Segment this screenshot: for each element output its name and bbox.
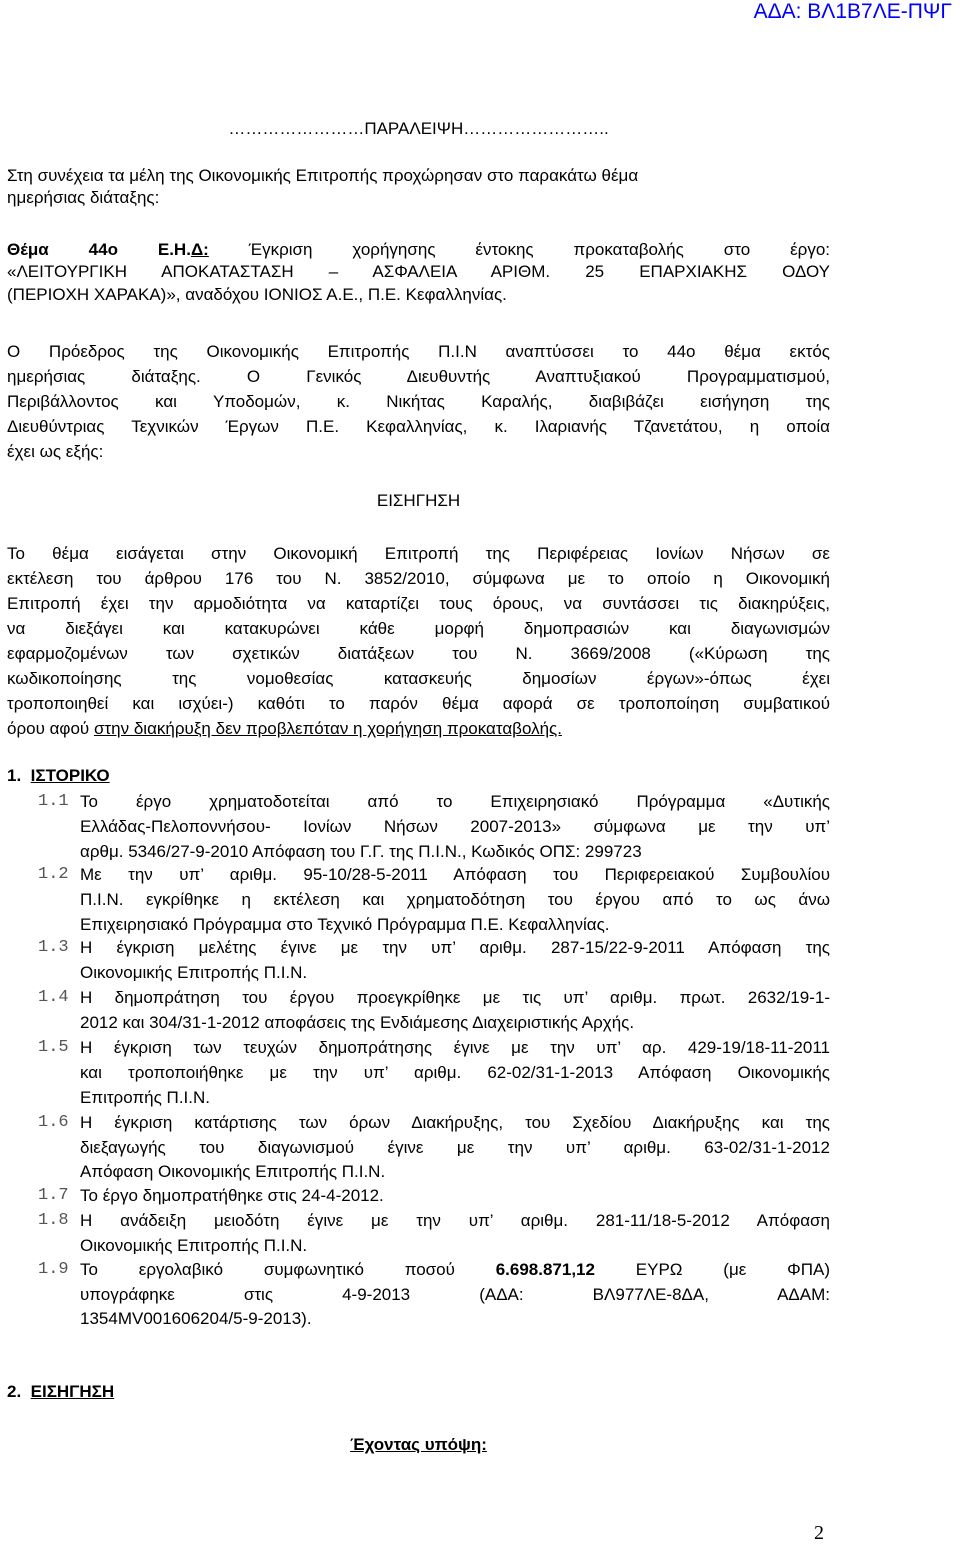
history-item-6-line-1: Η έγκριση κατάρτισης των όρων Διακήρυξης, του Σχεδίου Διακήρυξης και της [80,1113,830,1132]
history-item-2-line-2: Π.Ι.Ν. εγκρίθηκε η εκτέλεση και χρηματοδότηση του έργου από το ως άνω [80,890,830,909]
president-line-4: Διευθύντριας Τεχνικών Έργων Π.Ε. Κεφαλληνίας, κ. Ιλαριανής Τζανετάτου, η οποία [7,417,830,436]
history-item-7-line-1: Το έργο δημοπρατήθηκε στις 24-4-2012. [80,1186,384,1205]
subject-line-1 [7,239,830,261]
history-item-3-line-1: Η έγκριση μελέτης έγινε με την υπ’ αριθμ. 287-15/22-9-2011 Απόφαση της [80,938,830,957]
section-1-heading [7,765,830,787]
body-line-1: Το θέμα εισάγεται στην Οικονομική Επιτροπή της Περιφέρειας Ιονίων Νήσων σε [7,544,830,563]
body-last-underlined: στην διακήρυξη δεν προβλεπόταν η χορήγηση προκαταβολής. [93,719,562,738]
subject-line-2: «ΛΕΙΤΟΥΡΓΙΚΗ ΑΠΟΚΑΤΑΣΤΑΣΗ – ΑΣΦΑΛΕΙΑ ΑΡΙΘΜ. 25 ΕΠΑΡΧΙΑΚΗΣ ΟΔΟΥ [7,262,830,281]
history-item-2-line-3: Επιχειρησιακό Πρόγραμμα στο Τεχνικό Πρόγραμμα Π.Ε. Κεφαλληνίας. [80,915,610,934]
omission-line: ……………………ΠΑΡΑΛΕΙΨΗ…………………….. [228,119,609,138]
body-last-plain: όρου αφού [7,719,94,738]
contract-text-end: ΕΥΡΩ (με ΦΠΑ) [594,1260,830,1279]
history-item-number: 1.8 [38,1211,69,1230]
intro-line-2: ημερήσιας διάταξης: [7,188,160,207]
history-item-9-line-2: υπογράφηκε στις 4-9-2013 (ΑΔΑ: ΒΛ977ΛΕ-8ΔΑ, ΑΔΑΜ: [80,1285,830,1304]
section-1-number: 1. [7,766,22,785]
subject-lead: Θέμα 44ο Ε.Η. [7,240,191,259]
history-item-1-line-3: αρθμ. 5346/27-9-2010 Απόφαση του Γ.Γ. της Π.Ι.Ν., Κωδικός ΟΠΣ: 299723 [80,842,642,861]
president-line-5: έχει ως εξής: [7,442,104,461]
history-item-1-line-1: Το έργο χρηματοδοτείται από το Επιχειρησιακό Πρόγραμμα «Δυτικής [80,792,830,811]
section-1-title: ΙΣΤΟΡΙΚΟ [30,766,110,785]
history-item-6-line-2: διεξαγωγής του διαγωνισμού έγινε με την υπ’ αριθμ. 63-02/31-1-2012 [80,1138,830,1157]
section-2-number: 2. [7,1382,22,1401]
history-item-6-line-3: Απόφαση Οικονομικής Επιτροπής Π.Ι.Ν. [80,1162,386,1181]
contract-text-start: Το εργολαβικό συμφωνητικό ποσού [80,1260,496,1279]
history-item-5-line-2: και τροποποιήθηκε με την υπ’ αριθμ. 62-02/31-1-2013 Απόφαση Οικονομικής [80,1063,830,1082]
history-item-number: 1.7 [38,1186,69,1205]
history-item-3-line-2: Οικονομικής Επιτροπής Π.Ι.Ν. [80,963,308,982]
history-item-9-line-3: 1354MV001606204/5-9-2013). [80,1309,312,1328]
subject-title-start: Έγκριση χορήγησης έντοκης προκαταβολής στο έργο: [208,240,831,259]
body-line-5: εφαρμοζομένων των σχετικών διατάξεων του Ν. 3669/2008 («Κύρωση της [7,644,830,663]
history-item-4-line-1: Η δημοπράτηση του έργου προεγκρίθηκε με τις υπ’ αριθμ. πρωτ. 2632/19-1- [80,988,830,1007]
considering-text: Έχοντας υπόψη: [350,1435,487,1454]
considering-heading [7,1434,830,1456]
history-item-number: 1.4 [38,988,69,1007]
history-item-8-line-2: Οικονομικής Επιτροπής Π.Ι.Ν. [80,1236,308,1255]
president-line-2: ημερήσιας διάταξης. Ο Γενικός Διευθυντής Αναπτυξιακού Προγραμματισμού, [7,367,830,386]
body-line-2: εκτέλεση του άρθρου 176 του Ν. 3852/2010, σύμφωνα με το οποίο η Οικονομική [7,569,830,588]
contract-amount: 6.698.871,12 [495,1260,595,1279]
subject-line-3: (ΠΕΡΙΟΧΗ ΧΑΡΑΚΑ)», αναδόχου ΙΟΝΙΟΣ Α.Ε., Π.Ε. Κεφαλληνίας. [7,285,507,304]
president-line-3: Περιβάλλοντος και Υποδομών, κ. Νικήτας Καραλής, διαβιβάζει εισήγηση της [7,392,830,411]
history-item-9-line-1 [80,1259,830,1281]
history-item-5-line-1: Η έγκριση των τευχών δημοπράτησης έγινε με την υπ’ αρ. 429-19/18-11-2011 [80,1038,830,1057]
history-item-number: 1.5 [38,1038,69,1057]
history-item-1-line-2: Ελλάδας-Πελοποννήσου- Ιονίων Νήσων 2007-2013» σύμφωνα με την υπ’ [80,817,830,836]
page-number: 2 [814,1522,824,1544]
section-2-title: ΕΙΣΗΓΗΣΗ [30,1382,115,1401]
intro-line-1: Στη συνέχεια τα μέλη της Οικονομικής Επιτροπής προχώρησαν στο παρακάτω θέμα [7,166,639,185]
body-line-8 [7,718,830,740]
history-item-5-line-3: Επιτροπής Π.Ι.Ν. [80,1088,210,1107]
eisigisi-title: ΕΙΣΗΓΗΣΗ [376,491,461,510]
body-line-3: Επιτροπή έχει την αρμοδιότητα να καταρτίζει τους όρους, να συντάσσει τις διακηρύξεις, [7,594,830,613]
history-item-number: 1.9 [38,1260,69,1279]
subject-delta: Δ: [190,240,209,259]
section-2-heading [7,1381,830,1403]
body-line-4: να διεξάγει και κατακυρώνει κάθε μορφή δημοπρασιών και διαγωνισμών [7,619,830,638]
ada-header: ΑΔΑ: ΒΛ1Β7ΛΕ-ΠΨΓ [753,0,952,23]
president-line-1: Ο Πρόεδρος της Οικονομικής Επιτροπής Π.Ι.Ν αναπτύσσει το 44ο θέμα εκτός [7,342,830,361]
history-item-number: 1.3 [38,938,69,957]
history-item-2-line-1: Με την υπ’ αριθμ. 95-10/28-5-2011 Απόφαση του Περιφερειακού Συμβουλίου [80,865,830,884]
history-item-number: 1.6 [38,1113,69,1132]
body-line-7: τροποποιηθεί και ισχύει-) καθότι το παρόν θέμα αφορά σε τροποποίηση συμβατικού [7,694,830,713]
history-item-number: 1.2 [38,865,69,884]
history-item-number: 1.1 [38,792,69,811]
body-line-6: κωδικοποίησης της νομοθεσίας κατασκευής δημοσίων έργων»-όπως έχει [7,669,830,688]
history-item-8-line-1: Η ανάδειξη μειοδότη έγινε με την υπ’ αριθμ. 281-11/18-5-2012 Απόφαση [80,1211,830,1230]
history-item-4-line-2: 2012 και 304/31-1-2012 αποφάσεις της Ενδιάμεσης Διαχειριστικής Αρχής. [80,1013,635,1032]
